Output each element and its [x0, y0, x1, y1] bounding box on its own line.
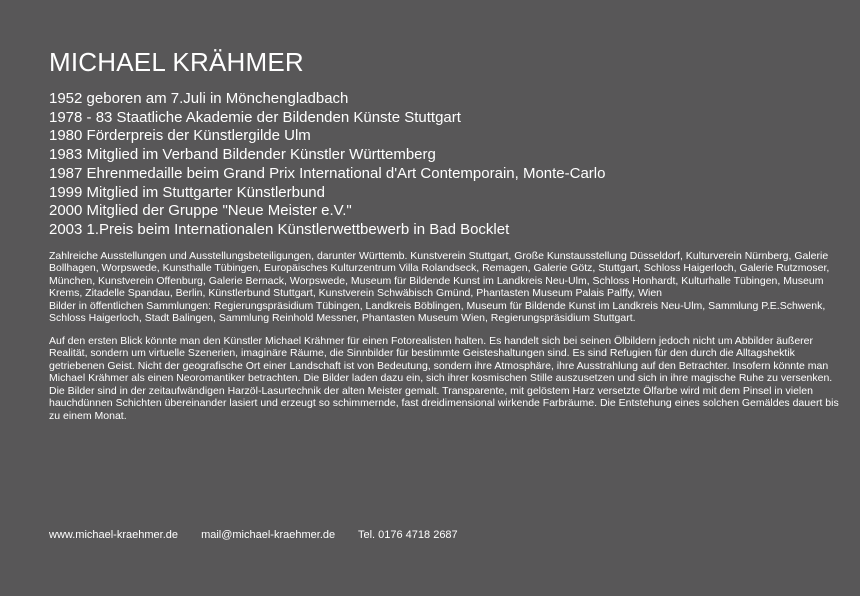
about-paragraph-1: Auf den ersten Blick könnte man den Künstler Michael Krähmer für einen Fotorealisten halten. Es handelt sich bei seinen Ölbildern jedoch nicht um Abbilder äußerer Realität, sondern um virtuelle Szenerien, imaginäre Räume, die Sinnbilder für bestimmte Geisteshaltungen sind. Es sind Refugien für den durch die Alltagshektik getriebenen Geist. Nicht der geografische Ort einer Landschaft ist von Bedeutung, sondern ihre Atmosphäre, ihre Ausstrahlung auf den Betrachter. Insofern könnte man Michael Krähmer als einen Neoromantiker betrachten. Die Bilder laden dazu ein, sich ihrer kosmischen Stille auszusetzen und sich in ihre magische Ruhe zu versenken.: [49, 334, 833, 385]
exhibitions-text: Zahlreiche Ausstellungen und Ausstellungsbeteiligungen, darunter Württemb. Kunstverein Stuttgart, Große Kunstausstellung Düsseldorf, Kulturverein Nürnberg, Galerie Bollhagen, Worpswede, Kunsthalle Tübingen, Europäisches Kulturzentrum Villa Rolandseck, Remagen, Galerie Götz, Stuttgart, Schloss Haigerloch, Galerie Rutzmoser, München, Kunstverein Offenburg, Galerie Bernack, Worpswede, Museum für Bildende Kunst im Landkreis Neu-Ulm, Schloss Honhardt, Kulturhalle Tübingen, Museum Krems, Zitadelle Spandau, Berlin, Künstlerbund Stuttgart, Kunstverein Schwäbisch Gmünd, Phantasten Museum Palais Palffy, Wien: [49, 249, 830, 300]
biography-page: [49, 44, 839, 422]
timeline-item: 1978 - 83 Staatliche Akademie der Bildenden Künste Stuttgart: [49, 108, 461, 126]
exhibitions-section: [49, 250, 839, 325]
email-link[interactable]: mail@michael-kraehmer.de: [201, 529, 336, 541]
collections-text: Bilder in öffentlichen Sammlungen: Regierungspräsidium Tübingen, Landkreis Böblingen, Museum für Bildende Kunst im Landkreis Neu-Ulm, Sammlung P.E.Schwenk, Schloss Haigerloch, Stadt Balingen, Sammlung Reinhold Messner, Phantasten Museum Wien, Regierungspräsidium Stuttgart.: [49, 299, 826, 325]
contact-footer: [49, 528, 478, 542]
timeline-item: 1999 Mitglied im Stuttgarter Künstlerbund: [49, 183, 325, 201]
phone-number: Tel. 0176 4718 2687: [357, 529, 458, 541]
timeline-item: 2000 Mitglied der Gruppe "Neue Meister e.V.": [49, 202, 352, 220]
timeline-item: 1987 Ehrenmedaille beim Grand Prix International d'Art Contemporain, Monte-Carlo: [49, 164, 606, 182]
timeline-item: 1983 Mitglied im Verband Bildender Künstler Württemberg: [49, 146, 436, 164]
about-section: [49, 335, 839, 423]
about-paragraph-2: Die Bilder sind in der zeitaufwändigen Harzöl-Lasurtechnik der alten Meister gemalt. Transparente, mit gelöstem Harz versetzte Ölfarbe wird mit dem Pinsel in vielen hauchdünnen Schichten übereinander lasiert und erzeugt so schimmernde, fast dreidimensional wirkende Farbräume. Die Entstehung eines solchen Gemäldes dauert bis zu einem Monat.: [49, 384, 839, 422]
artist-name: MICHAEL KRÄHMER: [49, 47, 304, 77]
timeline-item: 1980 Förderpreis der Künstlergilde Ulm: [49, 127, 311, 145]
website-link[interactable]: www.michael-kraehmer.de: [49, 529, 178, 541]
timeline-item: 1952 geboren am 7.Juli in Mönchengladbach: [49, 90, 349, 107]
biography-timeline: [49, 90, 839, 240]
timeline-item: 2003 1.Preis beim Internationalen Künstlerwettbewerb in Bad Bocklet: [49, 220, 510, 238]
